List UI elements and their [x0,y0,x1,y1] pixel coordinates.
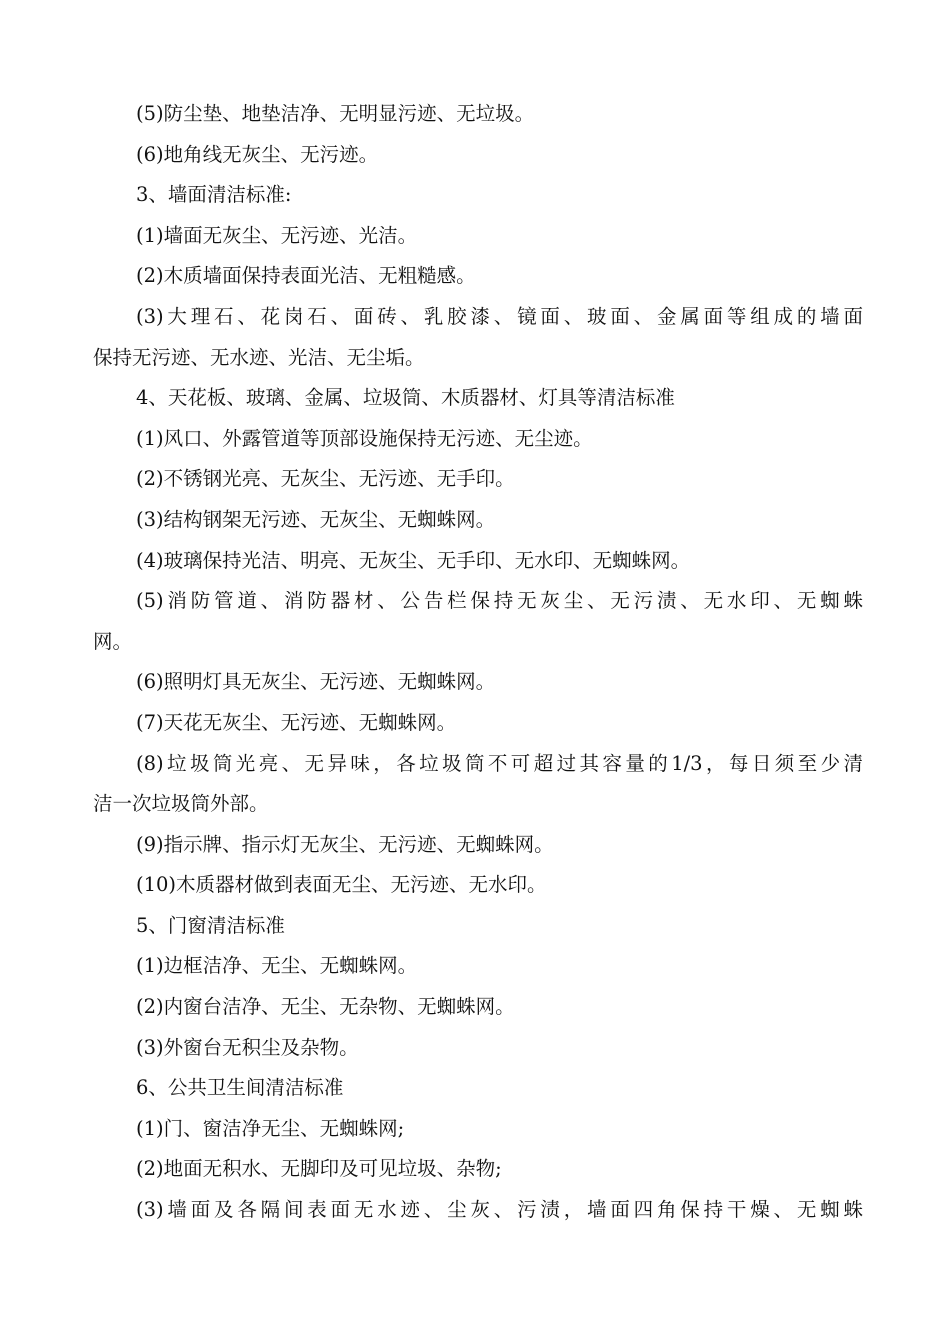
paragraph-line-18: 洁一次垃圾筒外部。 [93,792,269,816]
paragraph-line-2: (6)地角线无灰尘、无污迹。 [136,142,379,166]
paragraph-line-24: (3)外窗台无积尘及杂物。 [136,1035,359,1059]
paragraph-line-28: (3)墙面及各隔间表面无水迹、尘灰、污渍，墙面四角保持干燥、无蜘蛛 [136,1198,863,1222]
paragraph-line-14: 网。 [93,629,133,653]
section-heading-6: 6、公共卫生间清洁标准 [136,1076,344,1100]
paragraph-line-13: (5)消防管道、消防器材、公告栏保持无灰尘、无污渍、无水印、无蜘蛛 [136,589,863,613]
section-heading-4: 4、天花板、玻璃、金属、垃圾筒、木质器材、灯具等清洁标准 [136,386,675,410]
paragraph-line-7: 保持无污迹、无水迹、光洁、无尘垢。 [93,345,425,369]
paragraph-line-9: (1)风口、外露管道等顶部设施保持无污迹、无尘迹。 [136,426,593,450]
document-body [93,94,863,1231]
paragraph-line-4: (1)墙面无灰尘、无污迹、光洁。 [136,223,418,247]
paragraph-line-23: (2)内窗台洁净、无尘、无杂物、无蜘蛛网。 [136,995,515,1019]
paragraph-line-20: (10)木质器材做到表面无尘、无污迹、无水印。 [136,873,547,897]
paragraph-line-10: (2)不锈钢光亮、无灰尘、无污迹、无手印。 [136,467,515,491]
paragraph-line-22: (1)边框洁净、无尘、无蜘蛛网。 [136,954,418,978]
paragraph-line-6: (3)大理石、花岗石、面砖、乳胶漆、镜面、玻面、金属面等组成的墙面 [136,304,863,328]
paragraph-line-19: (9)指示牌、指示灯无灰尘、无污迹、无蜘蛛网。 [136,832,554,856]
paragraph-line-11: (3)结构钢架无污迹、无灰尘、无蜘蛛网。 [136,507,496,531]
paragraph-line-26: (1)门、窗洁净无尘、无蜘蛛网; [136,1116,405,1140]
paragraph-line-12: (4)玻璃保持光洁、明亮、无灰尘、无手印、无水印、无蜘蛛网。 [136,548,691,572]
paragraph-line-15: (6)照明灯具无灰尘、无污迹、无蜘蛛网。 [136,670,496,694]
paragraph-line-17: (8)垃圾筒光亮、无异味，各垃圾筒不可超过其容量的1/3，每日须至少清 [136,751,863,775]
section-heading-3: 3、墙面清洁标准: [136,183,292,207]
paragraph-line-1: (5)防尘垫、地垫洁净、无明显污迹、无垃圾。 [136,102,535,125]
section-heading-5: 5、门窗清洁标准 [136,913,285,937]
paragraph-line-27: (2)地面无积水、无脚印及可见垃圾、杂物; [136,1157,502,1181]
paragraph-line-5: (2)木质墙面保持表面光洁、无粗糙感。 [136,264,476,288]
paragraph-line-16: (7)天花无灰尘、无污迹、无蜘蛛网。 [136,710,457,734]
